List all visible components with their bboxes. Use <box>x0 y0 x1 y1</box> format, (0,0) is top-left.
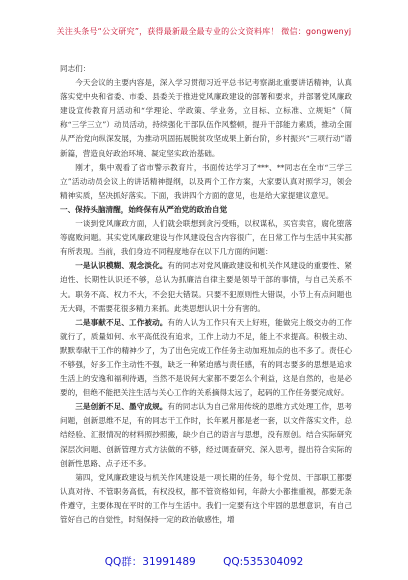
paragraph-point-2 <box>60 316 352 401</box>
paragraph-point-3 <box>60 400 352 470</box>
paragraph-intro: 今天会议的主要内容是，深入学习贯彻习近平总书记考察湖北重要讲话精神，认真落实党中央和省委、市委、县委关于推进党风廉政建设的部署和要求，并部署党风廉政建设宣传教育月活动和“学理论、学政策、学业务，立目标、立标准、立规矩”（简称“三学三立”）动员活动，持续强化干部队伍作风整顿，提升干部能力素质，推动全面从严治党向纵深发展，为推动巩固拓展脱贫攻坚成果上新台阶，乡村振兴“三项行动”谱新篇，营造良好政治环境、凝定坚实政治基础。 <box>60 78 352 158</box>
point-2-text: 有的人认为工作只有天上好班，能做完上级交办的工作就行了，质量如何、水平高低没有追求，工作上动力不足，能上不求提高。积极主动、默默奉献干工作的精神少了，为了出色完成工作任务主动加班加点的也不多了。责任心不够强，好多工作主动性不强，缺乏一种紧迫感与责任感，有的同志要多的思想是追求生活上的安逸和福利待遇，当然不是说何大家都不要怎么个利益，这是自然的，也是必要的，但绝不能把关注生活与关心工作的关系摘得太远了，起码的工作任务要完成好。 <box>60 317 353 398</box>
document-body <box>60 62 352 527</box>
point-1-text: 有的同志对党风廉政建设和机关作风建设的重要性、紧迫性、长期性认识还不够，总认为抓廉洁自律主要是领导干部的事情，与自己关系不大。职务不高、权力不大，不会犯大错误。只要不犯原则性大错误，小节上有点问题也无大碍，不需要花很多精力来抓。此类思想认识十分有害的。 <box>60 261 353 313</box>
paragraph-opinions: 刚才，集中观看了省市警示教育片，书面传达学习了***、**同志在全市“三学三立”活动动员会议上的讲话精神提纲，以及两个工作方案，大家要认真对照学习，领会精神实质，坚决抓好落实。下面，我讲四个方面的意见，也是给大家提建议意见。 <box>60 162 352 200</box>
paragraph-problems: 一谈到党风廉政方面，人们就会联想到贪污受贿，以权谋私，买官卖官，腐化堕落等腐败问题。其实党风廉政建设与作风建设包含内容很广，在日常工作与生活中其实都有所表现。当前，我们身边不同程度地存在以下几方面的问题： <box>60 219 352 257</box>
footer-qq-group: QQ群：31991489 <box>104 556 196 568</box>
greeting: 同志们： <box>60 64 91 73</box>
point-2-lead: 二是事献不足、工作被动。 <box>75 317 168 327</box>
paragraph-point-1 <box>60 259 352 315</box>
point-3-lead: 三是创新不足、墨守成规。 <box>75 402 168 412</box>
paragraph-point-4: 第四，党风廉政建设与机关作风建设是一项长期的任务，每个党员、干部职工都要认真对待、不管职务高低，有权没权，都不管资格如何，年龄大小都推重视，都要无条件遵守，主要体现在平时的工作与生活中。我们一定要有这个牢固的思想意识，有自己管好自己的自觉性，时刻保持一定的政治敏感性，增 <box>60 472 352 524</box>
header-banner: 关注头条号“公文研究”，获得最新最全最专业的公文资料库！ 微信：gongwenyj <box>56 27 352 36</box>
point-1-lead: 一是认识模糊、观念淡化。 <box>75 261 168 271</box>
footer-qq: QQ:535304092 <box>223 556 304 568</box>
point-3-text: 有的同志认为自己常用传统的思维方式处理工作，思考问题，创新思维不足，有的同志干工作时，长年累月都是老一套，以文件落实文件，总结经验、汇报情况的材料照抄照搬，缺少自己的语言与思想，没有原创。结合实际研究深层次问题、创新管理方式方法做的不够，经过调查研究、深入思考，提出符合实际的创新性思路、点子还不多。 <box>60 402 353 468</box>
section-heading-1: 一、保持头脑清醒，始终保有从严治党的政治自觉 <box>60 204 228 214</box>
footer-contact <box>0 554 408 569</box>
